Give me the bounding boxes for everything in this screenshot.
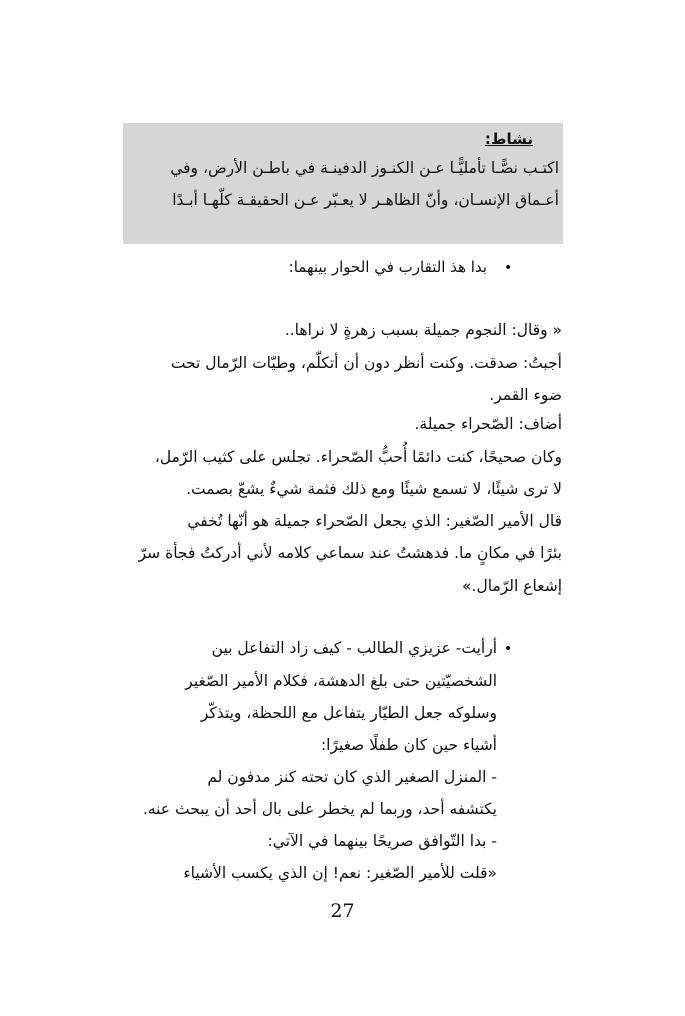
bullet-text-line: أشياء حين كان طفلًا صغيرًا: bbox=[320, 736, 497, 754]
bullet-text-line: وسلوكه جعل الطيّار يتفاعل مع اللحظة، ويتذكّر bbox=[200, 704, 497, 722]
bullet-icon: • bbox=[504, 641, 513, 657]
bullet-icon: • bbox=[504, 260, 513, 276]
quote-line: ضوء القمر. bbox=[489, 386, 562, 404]
quote-line: إشعاع الرّمال.» bbox=[462, 577, 562, 595]
page-number: 27 bbox=[330, 900, 355, 922]
bullet-text: بدا هذ التقارب في الحوار بينهما: bbox=[288, 258, 487, 276]
bullet-text-line: أرأيت- عزيزي الطالب - كيف زاد التفاعل بين bbox=[211, 639, 497, 657]
quote-line: أضاف: الصّحراء جميلة. bbox=[414, 415, 562, 433]
activity-title: نشاط: bbox=[484, 130, 533, 148]
quote-line: قال الأمير الصّغير: الذي يجعل الصّحراء جميلة هو أنّها تُخفي bbox=[187, 512, 562, 530]
quote-line: لا ترى شيئًا، لا تسمع شيئًا ومع ذلك فثمة شيءٌ يشعّ بصمت. bbox=[186, 480, 562, 498]
body-line: «قلت للأمير الصّغير: نعم! إن الذي يكسب الأشياء bbox=[183, 864, 497, 882]
quote-line: أجبتُ: صدقت. وكنت أنظر دون أن أتكلّم، وطيّات الرّمال تحت bbox=[170, 354, 562, 372]
bullet-text-line: الشخصيّتين حتى بلغ الدهشة، فكلام الأمير الصّغير bbox=[185, 672, 497, 690]
body-line: يكتشفه أحد، وربما لم يخطر على بال أحد أن يبحث عنه. bbox=[142, 800, 497, 818]
activity-line: أعـماق الإنسـان، وأنّ الظاهـر لا يعـبّر عـن الحقيقـة كلّهـا أبـدًا bbox=[172, 191, 559, 209]
body-line: - المنزل الصغير الذي كان تحته كنز مدفون لم bbox=[207, 768, 497, 786]
quote-line: وكان صحيحًا، كنت دائمًا أُحبُّ الصّحراء. تجلس على كثيب الرّمل، bbox=[154, 448, 562, 466]
activity-box bbox=[123, 123, 563, 244]
quote-line: « وقال: النجوم جميلة بسبب زهرةٍ لا نراها.. bbox=[284, 321, 562, 339]
body-line: - بدا التّوافق صريحًا بينهما في الآتي: bbox=[267, 832, 497, 850]
quote-line: بئرًا في مكانٍ ما. فدهشتُ عند سماعي كلامه لأني أدركتُ فجأة سرّ bbox=[138, 544, 562, 562]
activity-line: اكتـب نصًّـا تأمليًّـا عـن الكنـوز الدفينـة في باطـن الأرض، وفي bbox=[170, 159, 559, 177]
